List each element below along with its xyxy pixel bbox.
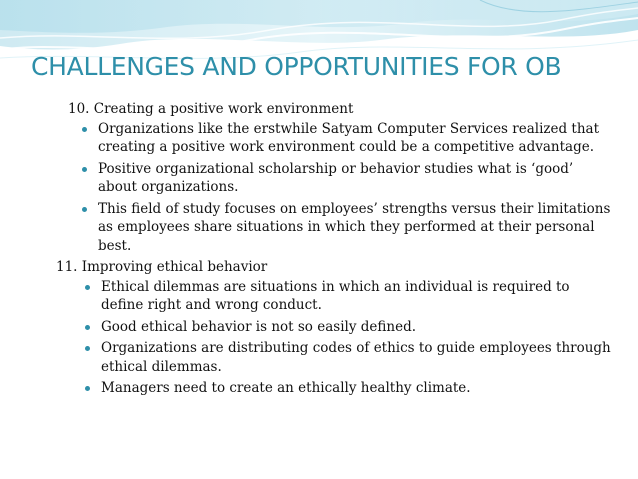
section-heading: 11. Improving ethical behavior [56,259,268,275]
bullet-list [68,120,616,256]
bullet-text: Managers need to create an ethically healthy climate. [101,380,471,396]
bullet-icon [82,207,87,212]
section-ethical-behavior [56,258,616,398]
slide-body [56,100,616,401]
bullet-icon [85,346,90,351]
slide-title: CHALLENGES AND OPPORTUNITIES FOR OB [31,52,562,81]
bullet-text: Good ethical behavior is not so easily defined. [101,318,417,335]
bullet-list [71,278,616,398]
bullet-item [68,120,616,157]
bullet-text: This field of study focuses on employees’ strengths versus their limitations as employees share situations in which they performed at their personal best. [98,200,611,254]
bullet-item [68,200,616,256]
bullet-icon [85,386,90,391]
bullet-item [68,160,616,197]
bullet-icon [82,167,87,172]
bullet-text: Organizations like the erstwhile Satyam Computer Services realized that creating a positive work environment could be a competitive advantage. [98,120,600,155]
bullet-icon [85,325,90,330]
section-heading: 10. Creating a positive work environment [68,101,354,117]
bullet-item [71,318,616,337]
bullet-text: Positive organizational scholarship or behavior studies what is ‘good’ about organizations. [98,160,574,195]
bullet-text: Organizations are distributing codes of ethics to guide employees through ethical dilemmas. [101,340,611,375]
section-positive-work-environment [68,100,616,255]
bullet-text: Ethical dilemmas are situations in which an individual is required to define right and wrong conduct. [101,278,570,313]
bullet-icon [82,127,87,132]
bullet-item [71,278,616,315]
bullet-item [71,339,616,376]
bullet-icon [85,285,90,290]
bullet-item [71,379,616,398]
